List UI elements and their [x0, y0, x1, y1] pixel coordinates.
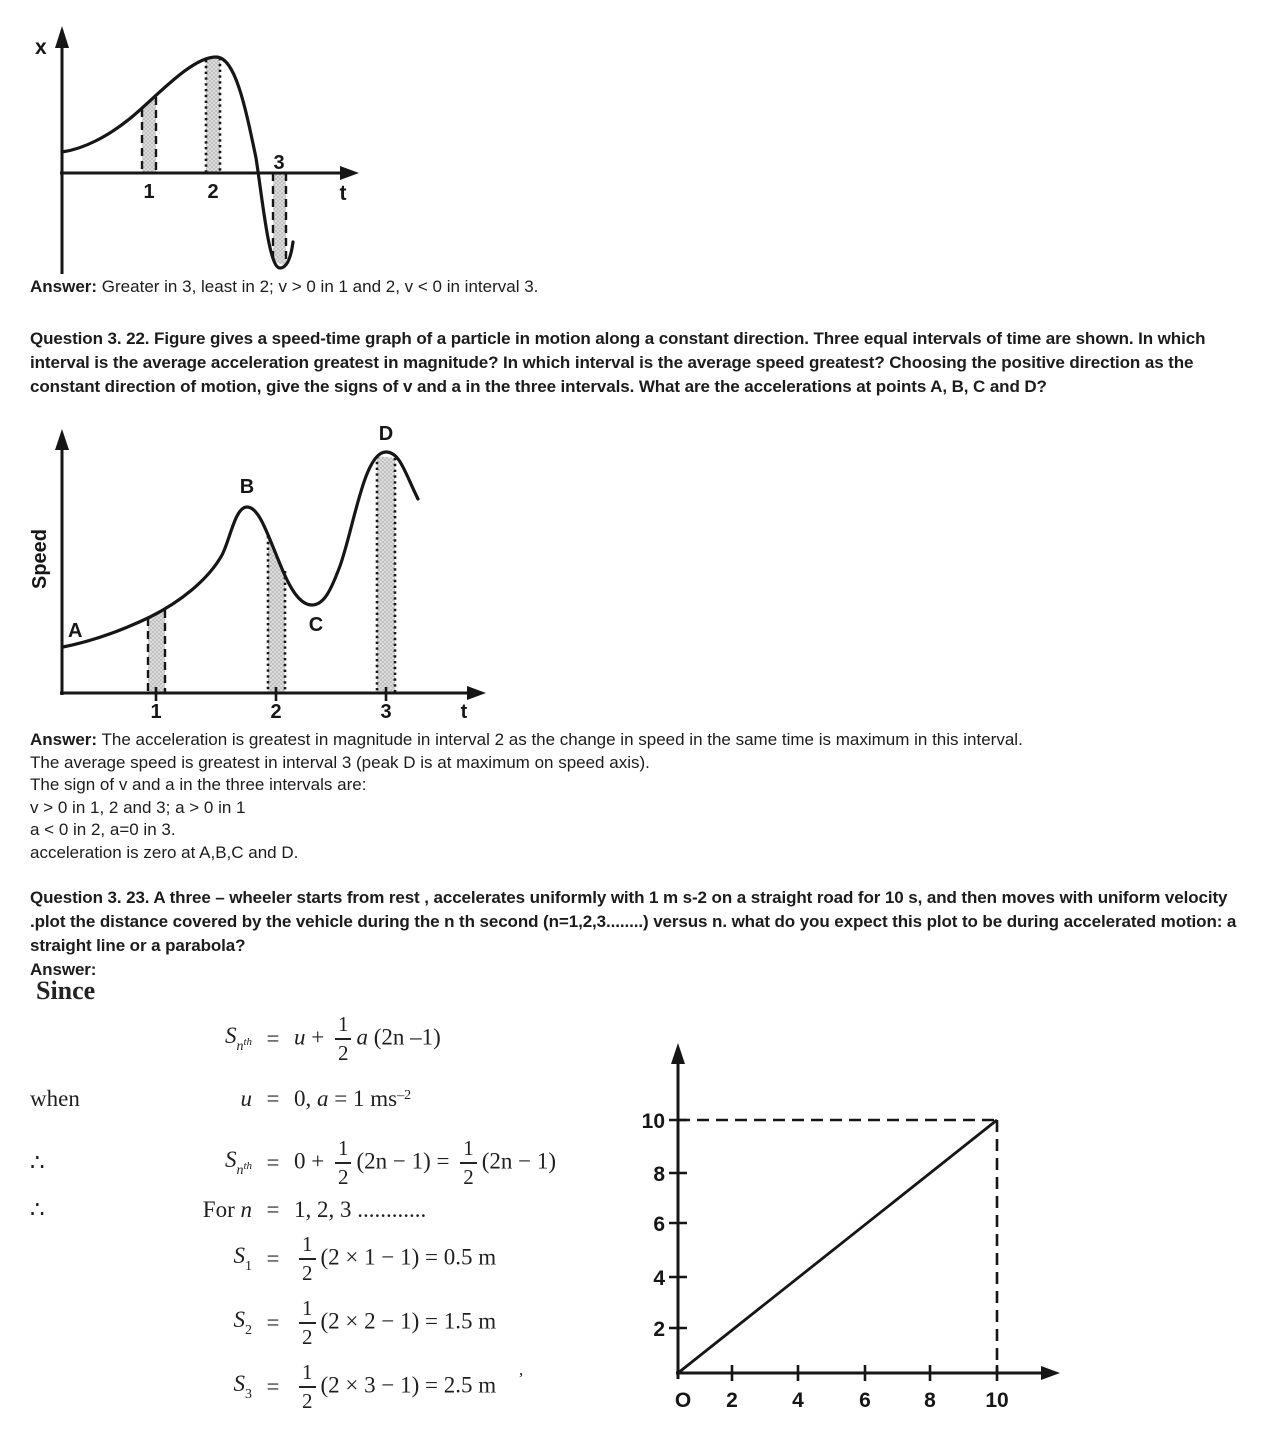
fig3-ytick-10: 10 — [641, 1110, 665, 1133]
fraction-denominator: 2 — [335, 1038, 352, 1064]
equals-sign: = — [266, 1310, 280, 1335]
answer-line: v > 0 in 1, 2 and 3; a > 0 in 1 — [30, 797, 246, 817]
eq-lhs — [168, 1147, 252, 1179]
fig1-y-arrow — [55, 26, 69, 48]
fig1-interval-label-1: 1 — [143, 181, 155, 203]
fig3-ytick-6: 6 — [653, 1213, 665, 1236]
fig3-ytick-8: 8 — [653, 1163, 665, 1186]
fig3-data-line — [678, 1120, 997, 1373]
expr: (2n − 1) — [356, 1148, 431, 1174]
answer-label: Answer: — [30, 730, 98, 749]
fig1-interval-label-2: 2 — [207, 181, 219, 203]
fig1-interval-label-3: 3 — [273, 152, 285, 174]
fraction-denominator: 2 — [335, 1162, 352, 1188]
var-S: S — [233, 1243, 245, 1268]
fig3-origin-label: O — [674, 1389, 692, 1412]
var-u: u — [240, 1086, 252, 1111]
sup-th: th — [243, 1036, 252, 1048]
fraction-numerator: 1 — [302, 1296, 313, 1320]
fig2-interval-bar-3 — [377, 456, 395, 693]
eq-lhs — [168, 1086, 252, 1112]
derivation-block — [30, 1008, 690, 1418]
fig1-x-arrow — [340, 166, 359, 180]
fig1-interval-bar-1 — [142, 97, 156, 173]
fig2-x-arrow — [467, 686, 486, 700]
fig3-y-arrow — [671, 1043, 685, 1064]
fig1-y-axis-label: x — [35, 36, 47, 59]
equals-sign: = — [266, 1150, 280, 1175]
eq-rhs — [294, 1362, 690, 1412]
answer-line: a < 0 in 2, a=0 in 3. — [30, 820, 176, 840]
eq-lhs — [168, 1197, 252, 1223]
answer-label: Answer: — [30, 277, 98, 296]
fraction-denominator: 2 — [299, 1322, 316, 1348]
fig2-interval-bar-1 — [148, 610, 165, 693]
eq-rhs — [294, 1086, 690, 1112]
fig2-x-axis-label: t — [460, 701, 468, 723]
fraction — [299, 1234, 316, 1284]
eq-rhs — [294, 1234, 690, 1284]
fig1-x-axis-label: t — [339, 182, 347, 205]
equals-sign: = — [430, 1148, 456, 1174]
fraction-numerator: 1 — [463, 1136, 474, 1160]
expr: (2 × 1 − 1) = 0.5 m — [320, 1244, 497, 1270]
fraction-numerator: 1 — [337, 1136, 349, 1160]
fraction — [335, 1138, 352, 1188]
expr: For — [202, 1197, 241, 1222]
question-number: Question 3. 23. — [30, 888, 150, 907]
eq-marker-when: when — [30, 1086, 80, 1111]
fig3-x-arrow — [1041, 1366, 1060, 1380]
eq-marker-therefore: ∴ — [30, 1150, 45, 1175]
fig2-point-label-D: D — [378, 423, 394, 445]
answer-3-21 — [30, 276, 1252, 299]
figure-position-time — [25, 8, 365, 278]
expr: = 1 ms — [328, 1086, 398, 1111]
fraction-denominator: 2 — [299, 1386, 316, 1412]
question-text: Figure gives a speed-time graph of a particle in motion along a constant direction. Three equal intervals of time are shown. In which interval is the average acceleration greatest in magnitude? In which interval is the average speed greatest? Choosing the positive direction as the constant direction of motion, give the signs of v and a in the three intervals. What are the accelerations at points A, B, C and D? — [30, 329, 1206, 396]
fraction — [299, 1362, 316, 1412]
fraction — [299, 1298, 316, 1348]
stray-mark: ’ — [518, 1369, 524, 1389]
sub-n: n — [236, 1039, 244, 1054]
question-3-23 — [30, 886, 1252, 958]
eq-lhs — [168, 1371, 252, 1403]
fraction-numerator: 1 — [302, 1360, 313, 1384]
equals-sign: = — [266, 1026, 280, 1051]
since-text: Since — [36, 976, 96, 1005]
eq-rhs — [294, 1014, 690, 1064]
eq-marker-therefore: ∴ — [30, 1197, 45, 1222]
equation-row-0 — [30, 1008, 690, 1070]
equation-row-3 — [30, 1194, 690, 1226]
plus-sign: + — [305, 1024, 330, 1050]
equals-sign: = — [266, 1197, 280, 1222]
expr: (2 × 3 − 1) = 2.5 m — [320, 1372, 497, 1398]
fig3-axes — [669, 1043, 1060, 1381]
fig2-y-arrow — [55, 429, 69, 450]
fig3-xtick-4: 4 — [792, 1389, 804, 1412]
answer-label: Answer: — [30, 960, 97, 979]
var-S: S — [233, 1371, 245, 1396]
equation-row-6 — [30, 1356, 690, 1418]
equals-sign: = — [266, 1374, 280, 1399]
figure-speed-time — [28, 423, 498, 723]
exponent: –2 — [397, 1088, 412, 1103]
fraction-denominator: 2 — [460, 1162, 477, 1188]
answer-3-22 — [30, 729, 1252, 865]
sup-th: th — [243, 1160, 252, 1172]
fig1-curve — [62, 57, 293, 268]
eq-lhs — [168, 1307, 252, 1339]
eq-lhs — [168, 1243, 252, 1275]
expr: 0, — [294, 1086, 317, 1111]
sub-2: 2 — [245, 1323, 252, 1338]
answer-line — [30, 729, 1252, 752]
fig3-xtick-2: 2 — [726, 1389, 738, 1412]
fig3-xtick-10: 10 — [985, 1389, 1009, 1412]
answer-text: The acceleration is greatest in magnitude in interval 2 as the change in speed in the same time is maximum in this interval. — [97, 730, 1023, 749]
equation-row-1 — [30, 1082, 690, 1116]
fraction-denominator: 2 — [299, 1258, 316, 1284]
fraction — [460, 1138, 477, 1188]
fig2-y-axis-label: Speed — [29, 528, 51, 590]
var-n: n — [240, 1197, 252, 1222]
var-S: S — [224, 1023, 237, 1048]
answer-text: Greater in 3, least in 2; v > 0 in 1 and 2, v < 0 in interval 3. — [97, 277, 539, 296]
fraction — [335, 1014, 352, 1064]
expr: (2n − 1) — [481, 1148, 557, 1174]
figure-sn-vs-n — [638, 1035, 1083, 1435]
question-number: Question 3. 22. — [30, 329, 150, 348]
eq-rhs — [294, 1138, 690, 1188]
sub-n: n — [236, 1163, 244, 1178]
expr: 1, 2, 3 ............ — [294, 1197, 427, 1222]
fig3-xtick-6: 6 — [859, 1389, 871, 1412]
fraction-numerator: 1 — [302, 1232, 313, 1256]
fig1-interval-bar-2 — [206, 58, 220, 173]
fig2-point-label-C: C — [308, 614, 324, 636]
equation-row-2 — [30, 1132, 690, 1194]
fig3-ytick-4: 4 — [653, 1267, 665, 1290]
equation-row-4 — [30, 1228, 690, 1290]
fraction-numerator: 1 — [337, 1012, 349, 1036]
expr: 0 + — [294, 1148, 330, 1174]
fig3-ytick-2: 2 — [653, 1318, 665, 1341]
equals-sign: = — [266, 1086, 280, 1111]
answer-line: acceleration is zero at A,B,C and D. — [30, 842, 299, 862]
var-a: a — [317, 1086, 329, 1111]
equals-sign: = — [266, 1246, 280, 1271]
expr: (2 × 2 − 1) = 1.5 m — [320, 1308, 497, 1334]
var-S: S — [224, 1147, 237, 1172]
answer-line: The average speed is greatest in interval 3 (peak D is at maximum on speed axis). — [30, 752, 650, 772]
equation-row-5 — [30, 1292, 690, 1354]
fig3-xtick-8: 8 — [924, 1389, 936, 1412]
answer-line: The sign of v and a in the three intervals are: — [30, 775, 367, 795]
fig2-interval-label-3: 3 — [380, 701, 392, 723]
sub-1: 1 — [245, 1259, 252, 1274]
fig2-point-label-A: A — [68, 620, 83, 642]
question-text: A three – wheeler starts from rest , accelerates uniformly with 1 m s-2 on a straight road for 10 s, and then moves with uniform velocity .plot the distance covered by the vehicle during the n th second (n=1,2,3........) versus n. what do you expect this plot to be during accelerated motion: a straight line or a parabola? — [30, 888, 1237, 955]
fig2-interval-label-2: 2 — [270, 701, 282, 723]
fig2-point-label-B: B — [239, 476, 255, 498]
fig2-interval-label-1: 1 — [150, 701, 162, 723]
var-S: S — [233, 1307, 245, 1332]
expr: (2n –1) — [367, 1024, 441, 1050]
var-u: u — [294, 1024, 306, 1050]
fig1-interval-bar-3 — [273, 173, 286, 266]
var-a: a — [356, 1024, 368, 1050]
eq-rhs — [294, 1197, 690, 1223]
eq-lhs — [168, 1023, 252, 1055]
sub-3: 3 — [245, 1387, 252, 1402]
eq-rhs — [294, 1298, 690, 1348]
question-3-22 — [30, 327, 1252, 399]
